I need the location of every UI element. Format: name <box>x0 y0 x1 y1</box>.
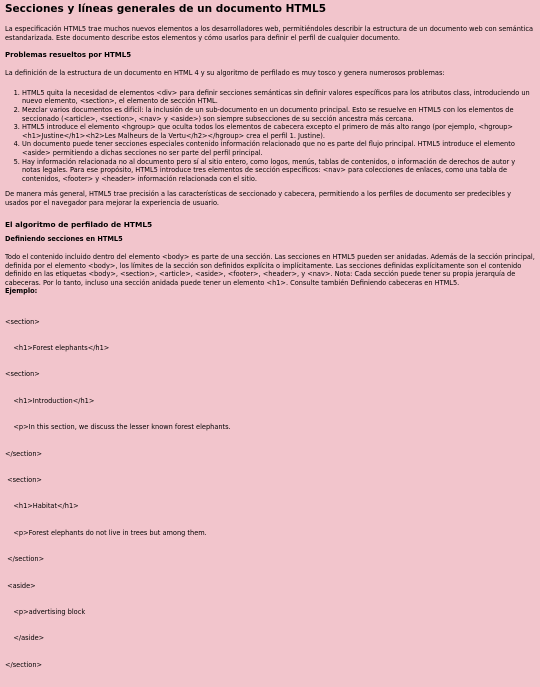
problems-heading: Problemas resueltos por HTML5 <box>5 51 132 60</box>
code-line: </section> <box>5 660 43 669</box>
code-line: <p>In this section, we discuss the lesser known forest elephants. <box>5 423 231 432</box>
page-title: Secciones y líneas generales de un documento HTML5 <box>5 3 327 15</box>
code-line: </section> <box>5 555 45 564</box>
code-example <box>5 300 535 687</box>
code-line: <h1>Habitat</h1> <box>5 502 79 511</box>
list-item: 4. Un documento puede tener secciones especiales contenido información relacionado que no es parte del flujo principal. HTML5 introduce el elemento <aside> permitiendo a dichas secciones no ser parte del perfil principal. <box>22 140 535 157</box>
code-line: <aside> <box>5 581 36 590</box>
list-item: 3. HTML5 introduce el elemento <hgroup> que oculta todos los elementos de cabecera excepto el primero de más alto rango (por ejemplo, <hgroup><h1>Justine</h1><h2>Les Malheurs de la Vertu</h2></hgroup> crea el perfil 1. Justine). <box>22 123 535 140</box>
list-item: 1. HTML5 quita la necesidad de elementos <div> para definir secciones semánticas sin definir valores específicos para los atributos class, introduciendo un nuevo elemento, <section>, el elemento de sección HTML. <box>22 89 535 106</box>
problems-list <box>5 89 535 184</box>
sections-subheading: Definiendo secciones en HTML5 <box>5 234 123 243</box>
code-line: <section> <box>5 476 42 484</box>
code-line: <h1>Forest elephants</h1> <box>5 344 110 353</box>
code-line: <p>advertising block <box>5 607 86 616</box>
code-line: <h1>Introduction</h1> <box>5 396 95 405</box>
intro-paragraph: La especificación HTML5 trae muchos nuevos elementos a los desarrolladores web, permitiéndoles describir la estructura de un documento web con semántica estandarizada. Este documento describe estos elementos y cómo usarlos para definir el perfil de cualquier documento. <box>5 25 533 42</box>
algorithm-heading: El algoritmo de perfilado de HTML5 <box>5 219 153 229</box>
example-label: Ejemplo: <box>5 287 38 296</box>
sections-paragraph: Todo el contenido incluido dentro del elemento <body> es parte de una sección. Las secciones en HTML5 pueden ser anidadas. Además de la sección principal, definida por el elemento <body>, los límites de la sección son definidos explícita o implícitamente. Las secciones definidas explícitamente son el contenido definido en las etiquetas <body>, <section>, <article>, <aside>, <footer>, <header>, y <nav>. Nota: Cada sección puede tener su propia jerarquía de cabeceras. Por lo tanto, incluso una sección anidada puede tener un elemento <h1>. Consulte también Definiendo cabeceras en HTML5. <box>5 253 535 287</box>
code-line: </section> <box>5 449 43 458</box>
list-item: 5. Hay información relacionada no al documento pero sí al sitio entero, como logos, menús, tablas de contenidos, o información de derechos de autor y notas legales. Para ese propósito, HTML5 introduce tres elementos de sección específicos: <nav> para colecciones de enlaces, como una tabla de contenidos, <footer> y <header> información relacionada con el sitio. <box>22 158 535 184</box>
summary-paragraph: De manera más general, HTML5 trae precisión a las características de seccionado y cabecera, permitiendo a los perfiles de documento ser predecibles y usados por el navegador para mejorar la experiencia de usuario. <box>5 190 511 207</box>
code-line: <p>Forest elephants do not live in trees but among them. <box>5 528 207 537</box>
problems-intro-paragraph: La definición de la estructura de un documento en HTML 4 y su algoritmo de perfilado es muy tosco y genera numerosos problemas: <box>5 69 445 78</box>
code-line: <section> <box>5 370 40 379</box>
code-line: </aside> <box>5 634 45 643</box>
list-item: 2. Mezclar varios documentos es difícil: la inclusión de un sub-documento en un documento principal. Esto se resuelve en HTML5 con los elementos de seccionado (<article>, <section>, <nav> y <aside>) son siempre subsecciones de su sección ancestra más cercana. <box>22 106 535 123</box>
code-line: <section> <box>5 317 40 326</box>
